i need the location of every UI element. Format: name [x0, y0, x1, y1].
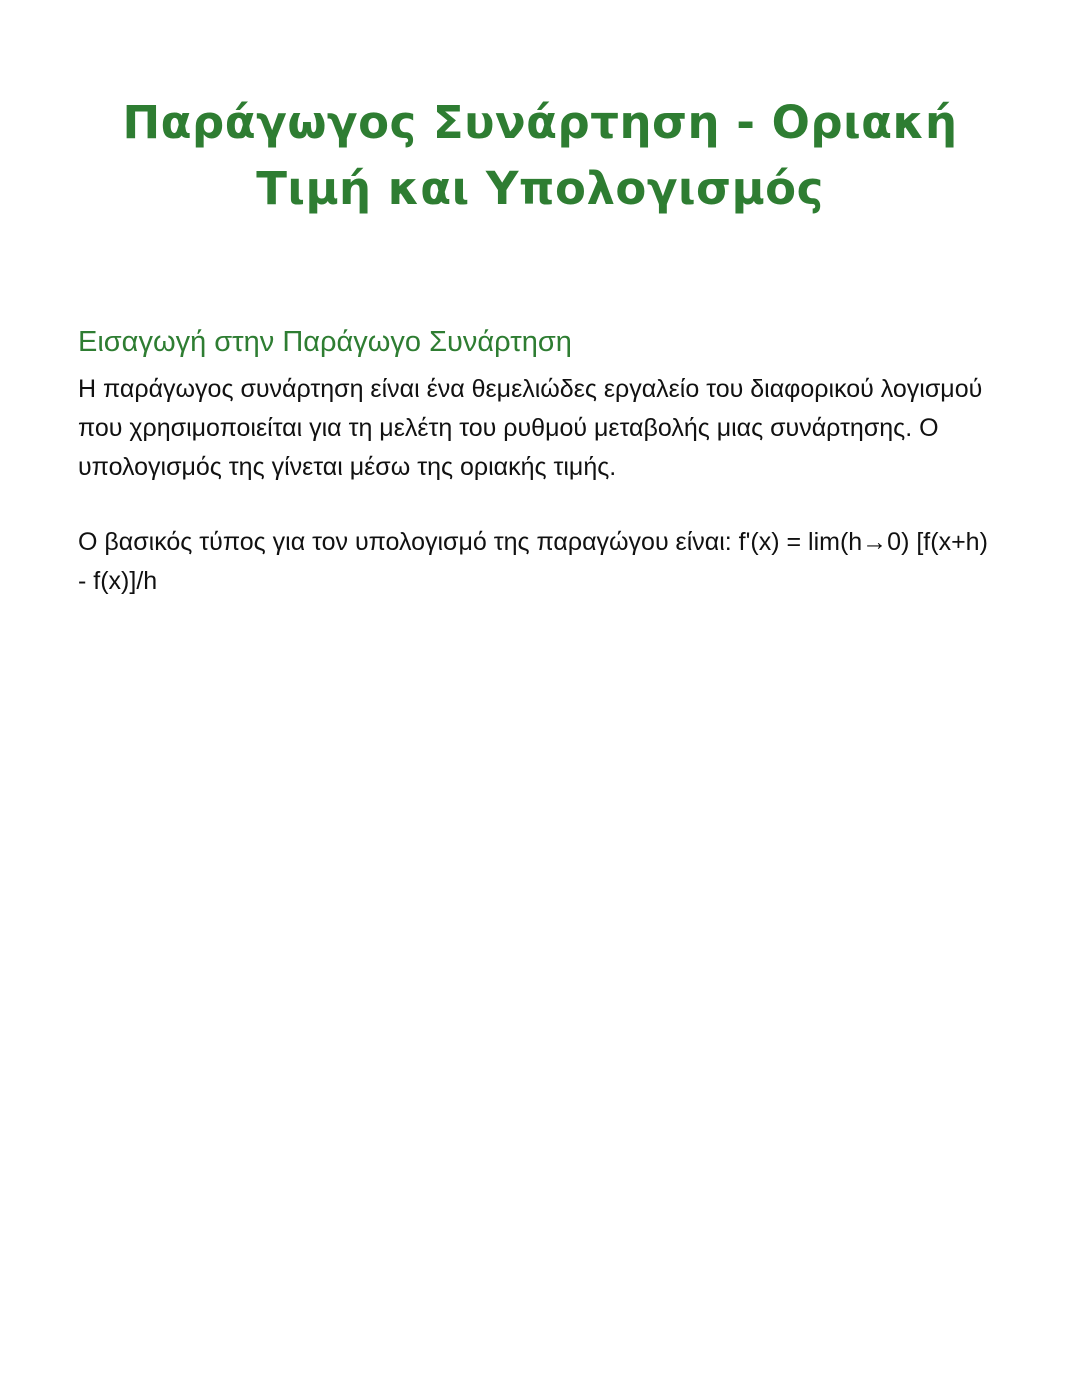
section-heading: Εισαγωγή στην Παράγωγο Συνάρτηση: [78, 326, 572, 358]
intro-paragraph: Η παράγωγος συνάρτηση είναι ένα θεμελιώδες εργαλείο του διαφορικού λογισμού που χρησιμοποιείται για τη μελέτη του ρυθμού μεταβολής μιας συνάρτησης. Ο υπολογισμός της γίνεται μέσω της οριακής τιμής.: [78, 375, 983, 481]
formula-paragraph: Ο βασικός τύπος για τον υπολογισμό της παραγώγου είναι: f'(x) = lim(h→0) [f(x+h) - f(x)]/h: [78, 528, 988, 595]
document-title: Παράγωγος Συνάρτηση - Οριακή Τιμή και Υπολογισμός: [122, 96, 958, 215]
